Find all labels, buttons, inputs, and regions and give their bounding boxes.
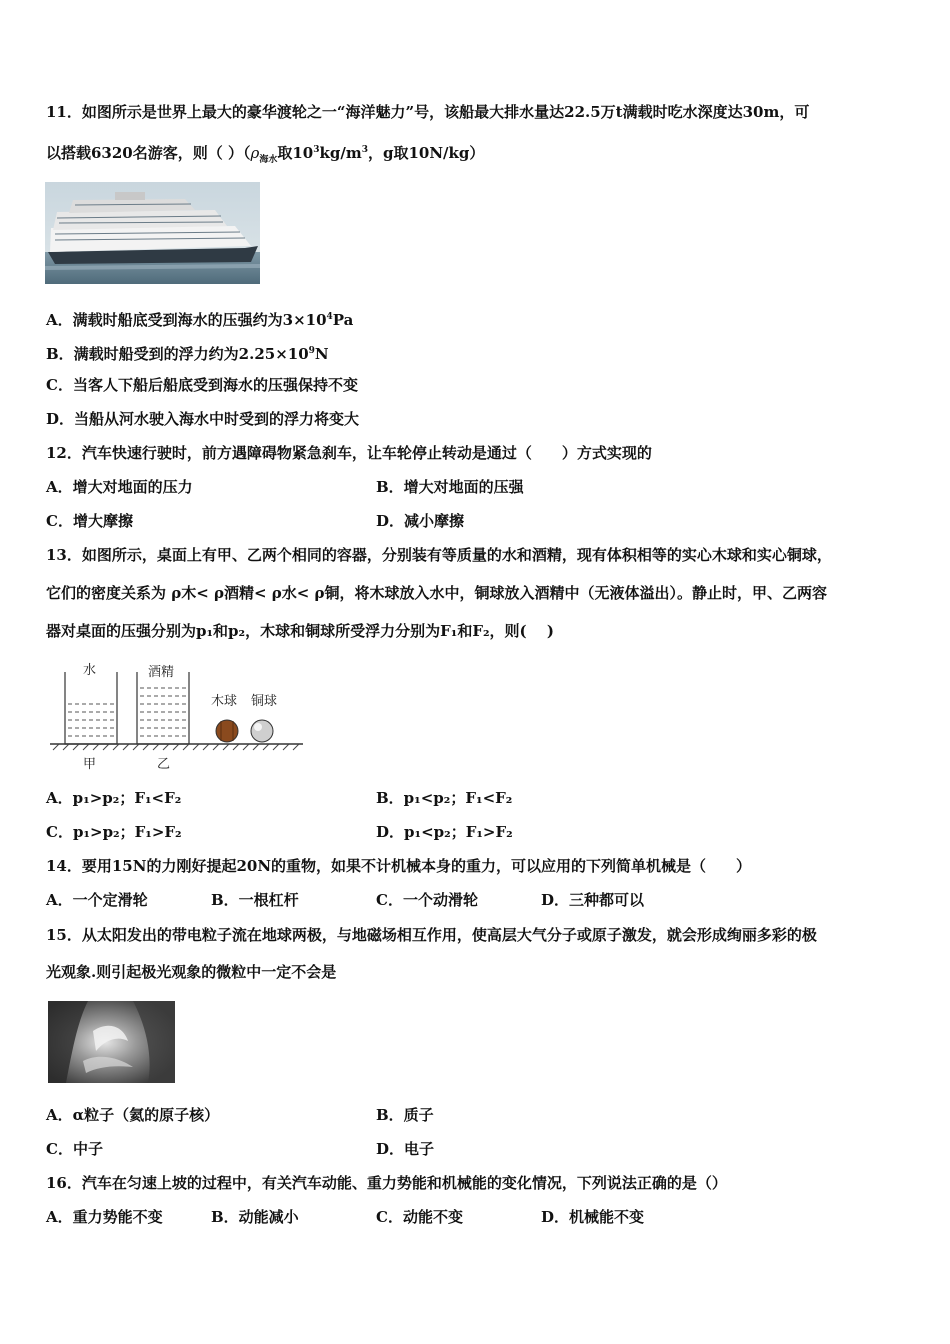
q13-option-d[interactable]: D．p₁<p₂；F₁>F₂ — [376, 823, 513, 841]
q11-stem-line1: 11．如图所示是世界上最大的豪华渡轮之一“海洋魅力”号，该船最大排水量达22.5万t满载时吃水深度达30m，可 — [46, 103, 810, 121]
q16-option-b[interactable]: B．动能减小 — [211, 1208, 299, 1226]
q12-option-b[interactable]: B．增大对地面的压强 — [376, 478, 524, 496]
q15-option-c[interactable]: C．中子 — [46, 1140, 103, 1158]
wood-ball — [216, 720, 238, 742]
q13-option-b[interactable]: B．p₁<p₂；F₁<F₂ — [376, 789, 513, 807]
q15-stem-line2: 光观象.则引起极光观象的微粒中一定不会是 — [46, 963, 337, 981]
q14-option-b[interactable]: B．一根杠杆 — [211, 891, 299, 909]
label-water: 水 — [83, 663, 97, 678]
q12-option-c[interactable]: C．增大摩擦 — [46, 512, 133, 530]
q16-stem: 16．汽车在匀速上坡的过程中，有关汽车动能、重力势能和机械能的变化情况，下列说法正确的是（） — [46, 1174, 727, 1192]
q14-option-a[interactable]: A．一个定滑轮 — [46, 891, 148, 909]
q14-option-c[interactable]: C．一个动滑轮 — [376, 891, 478, 909]
q16-option-c[interactable]: C．动能不变 — [376, 1208, 463, 1226]
q13-stem-line1: 13．如图所示，桌面上有甲、乙两个相同的容器，分别装有等质量的水和酒精，现有体积相等的实心木球和实心铜球， — [46, 546, 832, 564]
q12-option-d[interactable]: D．减小摩擦 — [376, 512, 465, 530]
q14-option-d[interactable]: D．三种都可以 — [541, 891, 645, 909]
label-copper-ball: 铜球 — [251, 694, 278, 709]
q15-option-d[interactable]: D．电子 — [376, 1140, 435, 1158]
q11-option-d[interactable]: D．当船从河水驶入海水中时受到的浮力将变大 — [46, 410, 360, 428]
cruise-ship-image — [45, 182, 260, 284]
q11-stem-line2: 以搭载6320名游客，则（ ）（$\rho_{海水}$取$10^3kg/m^3$，g取10N/kg） — [46, 144, 485, 165]
q11-option-b[interactable]: B．满载时船受到的浮力约为$2.25\times 10^9N$ — [46, 345, 329, 363]
aurora-photo — [48, 1001, 175, 1083]
q13-stem-line2: 它们的密度关系为 ρ木< ρ酒精< ρ水< ρ铜，将木球放入水中，铜球放入酒精中（无液体溢出）。静止时，甲、乙两容 — [46, 584, 828, 602]
label-wood-ball: 木球 — [211, 694, 238, 709]
q13-option-a[interactable]: A．p₁>p₂；F₁<F₂ — [46, 789, 182, 807]
q13-stem-line3: 器对桌面的压强分别为p₁和p₂，木球和铜球所受浮力分别为F₁和F₂，则( ) — [46, 622, 554, 640]
q14-stem: 14．要用15N的力刚好提起20N的重物，如果不计机械本身的重力，可以应用的下列简单机械是（ ） — [46, 857, 752, 875]
q15-option-a[interactable]: A．α粒子（氦的原子核） — [46, 1106, 220, 1124]
q16-option-a[interactable]: A．重力势能不变 — [46, 1208, 163, 1226]
q12-stem: 12．汽车快速行驶时，前方遇障碍物紧急刹车，让车轮停止转动是通过（ ）方式实现的 — [46, 444, 652, 462]
copper-ball — [251, 720, 273, 742]
label-alcohol: 酒精 — [148, 665, 175, 680]
q15-option-b[interactable]: B．质子 — [376, 1106, 434, 1124]
containers-diagram — [45, 660, 307, 772]
label-jia: 甲 — [83, 757, 97, 772]
label-yi: 乙 — [157, 757, 171, 772]
q11-option-c[interactable]: C．当客人下船后船底受到海水的压强保持不变 — [46, 376, 358, 394]
q12-option-a[interactable]: A．增大对地面的压力 — [46, 478, 193, 496]
q15-stem-line1: 15．从太阳发出的带电粒子流在地球两极，与地磁场相互作用，使高层大气分子或原子激发，就会形成绚丽多彩的极 — [46, 926, 817, 944]
q16-option-d[interactable]: D．机械能不变 — [541, 1208, 645, 1226]
q11-option-a[interactable]: A．满载时船底受到海水的压强约为$3\times 10^4Pa$ — [46, 311, 354, 329]
q13-option-c[interactable]: C．p₁>p₂；F₁>F₂ — [46, 823, 182, 841]
